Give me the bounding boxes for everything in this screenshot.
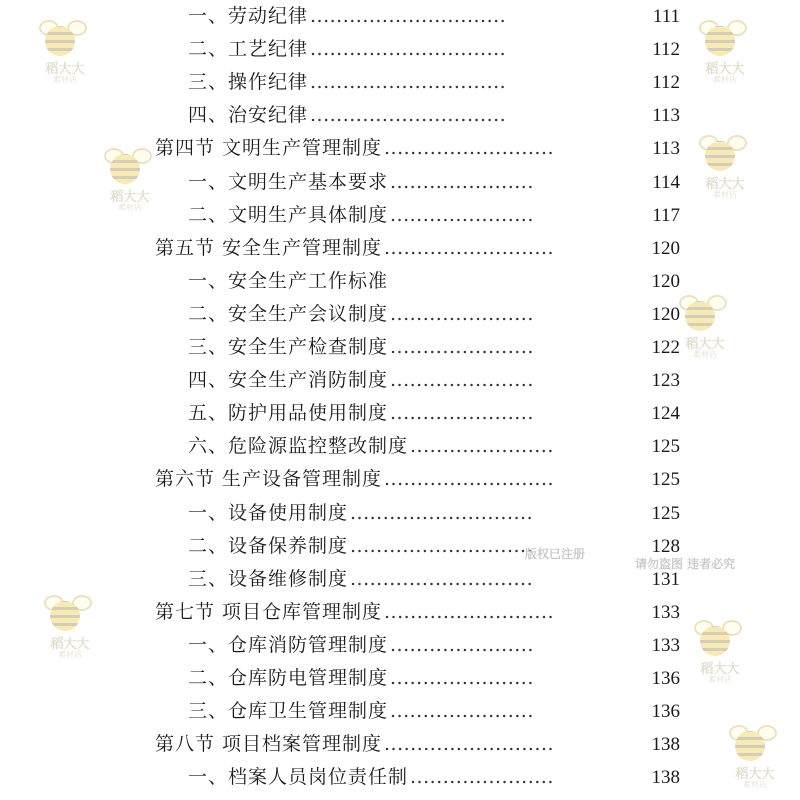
- toc-page-number: 114: [652, 171, 680, 193]
- toc-item-row[interactable]: [0, 497, 800, 530]
- toc-entry-title: 二、工艺纪律: [188, 38, 309, 61]
- toc-page-number: 113: [652, 105, 680, 127]
- toc-entry-title: 四、安全生产消防制度: [188, 369, 389, 392]
- toc-entry-title: 一、仓库消防管理制度: [188, 633, 389, 656]
- toc-entry-title: 二、设备保养制度: [188, 534, 349, 557]
- toc-entry-title: 三、设备维修制度: [188, 567, 349, 590]
- toc-dot-leader: ......................: [390, 336, 534, 358]
- watermark-text: 请勿盗图 违者必究: [635, 557, 736, 571]
- toc-entry-title: 六、危险源监控整改制度: [188, 435, 409, 458]
- watermark-logo: 稻大大 素材店: [695, 135, 755, 205]
- toc-page-number: 131: [651, 568, 680, 590]
- toc-entry-title: 四、治安纪律: [188, 104, 309, 127]
- toc-item-row[interactable]: [0, 761, 800, 794]
- watermark-text: 版权已注册: [525, 547, 586, 561]
- toc-page-number: 117: [652, 204, 680, 226]
- toc-dot-leader: ......................: [410, 435, 554, 458]
- toc-dot-leader: ..........................: [384, 236, 555, 259]
- toc-page-number: 133: [651, 601, 680, 623]
- toc-section-row[interactable]: [0, 728, 800, 761]
- toc-item-row[interactable]: [0, 265, 800, 298]
- toc-page-number: 138: [651, 734, 680, 756]
- toc-page-number: 120: [651, 237, 680, 259]
- toc-item-row[interactable]: [0, 364, 800, 397]
- toc-entry-title: 三、仓库卫生管理制度: [188, 700, 389, 723]
- toc-item-row[interactable]: [0, 0, 800, 33]
- toc-page-number: 125: [651, 469, 680, 491]
- toc-section-row[interactable]: [0, 596, 800, 629]
- toc-dot-leader: ..............................: [310, 71, 507, 94]
- toc-entry-title: 第七节 项目仓库管理制度: [155, 600, 383, 623]
- toc-item-row[interactable]: [0, 298, 800, 331]
- toc-dot-leader: ......................: [390, 302, 534, 325]
- toc-page-number: 123: [651, 370, 680, 392]
- toc-dot-leader: ......................: [390, 667, 534, 689]
- toc-entry-title: 第五节 安全生产管理制度: [155, 236, 383, 259]
- watermark-logo: 稻大大 素材店: [100, 148, 160, 218]
- toc-entry-title: 三、操作纪律: [188, 71, 309, 94]
- toc-page-number: 136: [651, 668, 680, 689]
- watermark-logo: 稻大大 素材店: [690, 620, 750, 690]
- toc-dot-leader: ..........................: [384, 733, 555, 756]
- toc-dot-leader: ..............................: [310, 38, 507, 61]
- toc-entry-title: 三、安全生产检查制度: [188, 336, 389, 358]
- toc-dot-leader: ......................: [390, 402, 534, 425]
- toc-item-row[interactable]: [0, 629, 800, 662]
- toc-entry-title: 一、文明生产基本要求: [188, 170, 389, 193]
- watermark-logo: 稻大大 素材店: [675, 295, 735, 365]
- toc-item-row[interactable]: [0, 33, 800, 66]
- toc-dot-leader: ......................: [410, 766, 554, 789]
- toc-entry-title: 第八节 项目档案管理制度: [155, 733, 383, 756]
- toc-page-number: 112: [652, 39, 680, 61]
- toc-dot-leader: ..........................: [384, 600, 555, 623]
- toc-item-row[interactable]: [0, 199, 800, 232]
- toc-page-number: 111: [652, 6, 680, 27]
- toc-dot-leader: ............................: [350, 567, 534, 590]
- toc-entry-title: 一、劳动纪律: [188, 5, 309, 27]
- toc-entry-title: 二、仓库防电管理制度: [188, 667, 389, 689]
- toc-dot-leader: ..........................: [384, 468, 555, 491]
- toc-item-row[interactable]: [0, 99, 800, 132]
- toc-page-number: 120: [651, 270, 680, 292]
- toc-section-row[interactable]: [0, 463, 800, 496]
- toc-item-row[interactable]: [0, 662, 800, 695]
- toc-page-number: 122: [651, 337, 680, 358]
- toc-entry-title: 一、档案人员岗位责任制: [188, 766, 409, 789]
- toc-page-number: 120: [651, 303, 680, 325]
- watermark-logo: 稻大大 素材店: [35, 20, 95, 90]
- toc-dot-leader: ......................: [390, 700, 534, 723]
- toc-section-row[interactable]: [0, 232, 800, 265]
- toc-dot-leader: ..............................: [310, 104, 507, 127]
- toc-dot-leader: ..........................: [384, 137, 555, 160]
- watermark-logo: 稻大大 素材店: [40, 595, 100, 665]
- toc-dot-leader: ..............................: [310, 5, 507, 27]
- watermark-logo: 稻大大 素材店: [725, 725, 785, 795]
- toc-item-row[interactable]: [0, 66, 800, 99]
- toc-entry-title: 五、防护用品使用制度: [188, 402, 389, 425]
- toc-item-row[interactable]: [0, 695, 800, 728]
- toc-entry-title: 一、设备使用制度: [188, 501, 349, 524]
- toc-page-number: 133: [651, 634, 680, 656]
- toc-item-row[interactable]: [0, 166, 800, 199]
- toc-page-number: 125: [651, 502, 680, 524]
- toc-section-row[interactable]: [0, 132, 800, 165]
- toc-page-number: 124: [651, 403, 680, 425]
- toc-dot-leader: ......................: [390, 633, 534, 656]
- watermark-logo: 稻大大 素材店: [695, 20, 755, 90]
- toc-page-number: 138: [651, 767, 680, 789]
- toc-page-number: 128: [651, 535, 680, 557]
- toc-dot-leader: ............................: [350, 534, 534, 557]
- toc-dot-leader: ......................: [390, 170, 534, 193]
- toc-dot-leader: ............................: [350, 501, 534, 524]
- toc-page-number: 136: [651, 701, 680, 723]
- toc-item-row[interactable]: [0, 430, 800, 463]
- toc-item-row[interactable]: [0, 397, 800, 430]
- toc-item-row[interactable]: [0, 331, 800, 364]
- toc-dot-leader: ......................: [390, 203, 534, 226]
- toc-entry-title: 第六节 生产设备管理制度: [155, 468, 383, 491]
- toc-entry-title: 第四节 文明生产管理制度: [155, 137, 383, 160]
- toc-entry-title: 二、安全生产会议制度: [188, 302, 389, 325]
- toc-entry-title: 一、安全生产工作标准: [188, 269, 389, 292]
- toc-page-number: 125: [651, 436, 680, 458]
- toc-page-number: 112: [652, 72, 680, 94]
- toc-dot-leader: ......................: [390, 369, 534, 392]
- toc-page-number: 113: [652, 138, 680, 160]
- toc-entry-title: 二、文明生产具体制度: [188, 203, 389, 226]
